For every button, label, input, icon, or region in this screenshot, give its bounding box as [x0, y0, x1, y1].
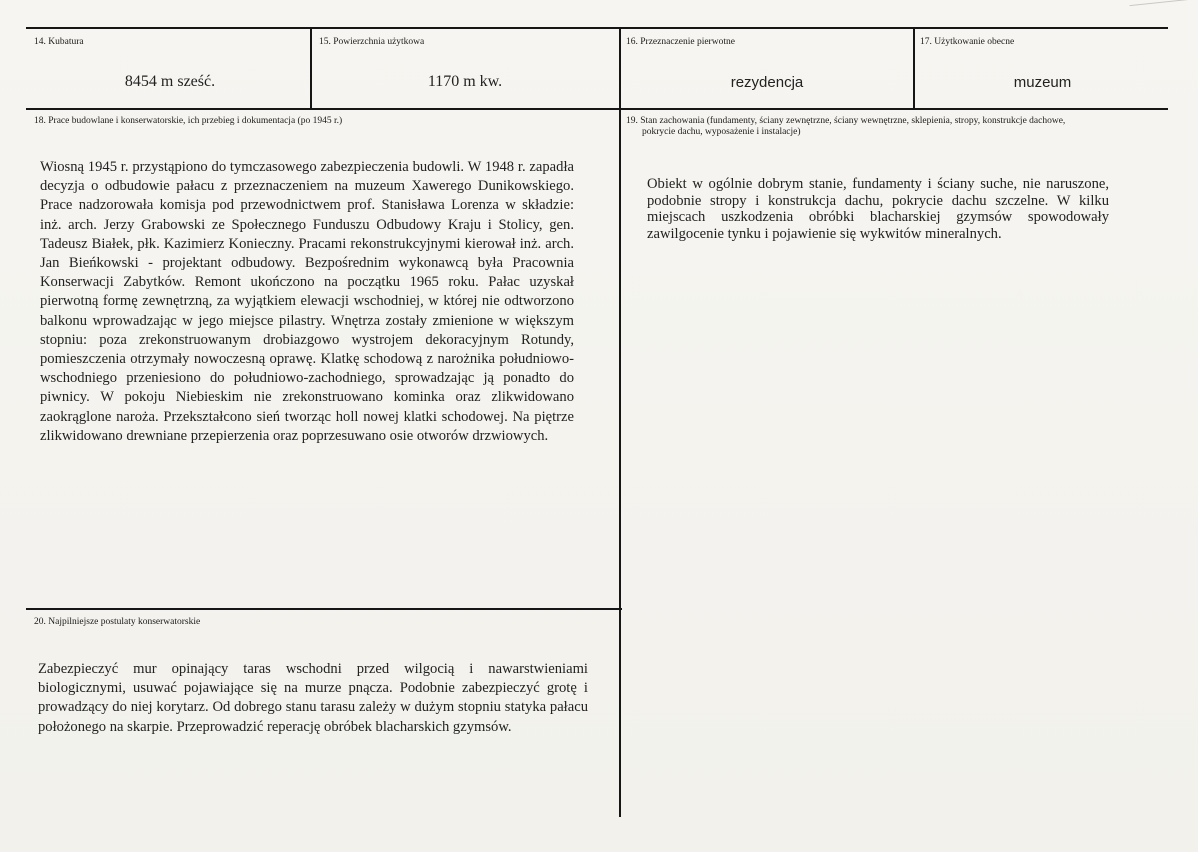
field-18-text: Wiosną 1945 r. przystąpiono do tymczasowego zabezpieczenia budowli. W 1948 r. zapadła decyzja o odbudowie pałacu z przeznaczeniem na muzeum Xawerego Dunikowskiego. Prace nadzorowała komisja pod przewodnictwem prof. Stanisława Lorenza w składzie: inż. arch. Jerzy Grabowski ze Społecznego Funduszu Odbudowy Kraju i Stolicy, gen. Tadeusz Białek, płk. Kazimierz Konieczny. Pracami rekonstrukcyjnymi kierował inż. arch. Jan Bieńkowski - projektant odbudowy. Bezpośrednim wykonawcą była Pracownia Konserwacji Zabytków. Remont ukończono na początku 1965 roku. Pałac uzyskał pierwotną formę zewnętrzną, za wyjątkiem elewacji wschodniej, w której nie odtworzono balkonu wprowadzając w jego miejsce pilastry. Wnętrza zostały zmienione w większym stopniu: poza zrekonstruowanym drobiazgowo wystrojem dekoracyjnym Rotundy, pomieszczenia otrzymały nowoczesną oprawę. Klatkę schodową z narożnika południowo-wschodniego przeniesiono do południowo-zachodniego, sprowadzając ją ponadto do piwnicy. W pokoju Niebieskim nie zrekonstruowano kominka oraz zlikwidowano zaokrąglone naroża. Przekształcono sień tworząc holl nowej klatki schodowej. Na piętrze zlikwidowano drewniane przepierzenia oraz poprzesuwano osie otworów drzwiowych. [40, 159, 574, 444]
field-19-label-line-1: 19. Stan zachowania (fundamenty, ściany zewnętrzne, ściany wewnętrzne, sklepienia, stropy, konstrukcje dachowe, [626, 116, 1066, 126]
field-16-label: 16. Przeznaczenie pierwotne [626, 37, 735, 47]
field-16-value: rezydencja [730, 74, 804, 91]
field-14-label: 14. Kubatura [34, 37, 84, 47]
field-18-label: 18. Prace budowlane i konserwatorskie, ich przebieg i dokumentacja (po 1945 r.) [34, 116, 343, 126]
header-row-divider [26, 108, 1168, 110]
divider-14-15 [310, 27, 312, 110]
field-20-text: Zabezpieczyć mur opinający taras wschodni przed wilgocią i nawarstwieniami biologicznymi, usuwać pojawiające się na murze pnącza. Podobnie zabezpieczyć grotę i prowadzący do niej korytarz. Od dobrego stanu tarasu zależy w dużym stopniu statyka pałacu położonego na skarpie. Przeprowadzić reperację obróbek blacharskich gzymsów. [38, 661, 588, 735]
top-border [26, 27, 1168, 29]
field-14-value: 8454 m sześć. [124, 73, 216, 90]
main-column-divider [619, 27, 621, 817]
field-15-value: 1170 m kw. [427, 73, 503, 90]
field-17-value: muzeum [1013, 74, 1072, 91]
paper-edge-mark [1130, 0, 1191, 16]
field-19-label-line-2: pokrycie dachu, wyposażenie i instalacje) [642, 127, 801, 137]
field-17-label: 17. Użytkowanie obecne [920, 37, 1015, 47]
field-20-label: 20. Najpilniejsze postulaty konserwatorskie [34, 617, 201, 627]
field-19-text: Obiekt w ogólnie dobrym stanie, fundamenty i ściany suche, nie naruszone, podobnie stropy i konstrukcja dachu, pokrycie dachu szczelne. W kilku miejscach uszkodzenia obróbki blacharskiej gzymsów spowodowały zawilgocenie tynku i pojawienie się wykwitów mineralnych. [647, 176, 1109, 242]
section-18-20-divider [26, 608, 622, 610]
field-15-label: 15. Powierzchnia użytkowa [319, 37, 425, 47]
divider-16-17 [913, 27, 915, 110]
